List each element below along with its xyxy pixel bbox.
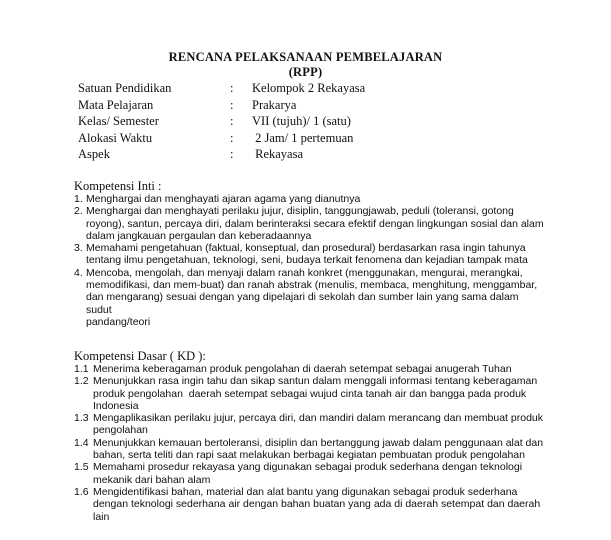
text-line: Menunjukkan kemauan bertoleransi, disiplin dan bertanggung jawab dalam penggunaan alat dan [93,436,544,449]
text-line: Memahami prosedur rekayasa yang digunakan sebagai produk sederhana dengan teknologi [93,461,523,474]
item-text [85,193,544,205]
identity-row [78,98,365,115]
kompetensi-inti-list [74,193,544,328]
text-line: dan mengarang) sesuai dengan yang dipelajari di sekolah dan sumber lain yang sama dalam sudut [86,291,519,316]
item-number: 1.2 [74,375,89,388]
identity-row [78,147,365,164]
list-item [74,375,544,412]
kompetensi-dasar-heading: Kompetensi Dasar ( KD ): [74,349,206,363]
list-item [74,412,544,437]
item-number: 1.3 [74,412,89,425]
text-line: Mengidentifikasi bahan, material dan alat bantu yang digunakan sebagai produk sederhana [93,485,518,498]
text-line: royong), santun, percaya diri, dalam berinteraksi secara efektif dengan lingkungan sosial dan alam [86,217,544,230]
identity-label: Alokasi Waktu [78,130,153,145]
list-item [74,461,544,486]
identity-colon: : [230,147,234,161]
text-line: dalam jangkauan pergaulan dan keberadaannya [86,229,312,242]
identity-label: Satuan Pendidikan [78,81,172,95]
text-line: mekanik dari bahan alam [93,473,211,486]
kompetensi-inti-heading: Kompetensi Inti : [74,179,162,193]
identity-label: Kelas/ Semester [78,114,159,128]
identity-table [78,81,365,164]
text-line: Menghargai dan menghayati ajaran agama yang dianutnya [86,193,361,205]
item-text [93,437,544,462]
list-item [74,193,544,205]
item-number: 1.5 [74,461,89,474]
text-line: Memahami pengetahuan (faktual, konseptual, dan prosedural) berdasarkan rasa ingin tahunya [86,242,526,255]
text-line: Mengaplikasikan perilaku jujur, percaya diri, dan mandiri dalam merancang dan membuat produk [93,412,543,425]
text-line: produk pengolahan daerah setempat sebagai wujud cinta tanah air dan bangga pada produk [93,387,527,400]
identity-row [78,114,365,131]
identity-colon: : [230,81,234,95]
text-line: pandang/teori [86,315,151,328]
text-line: Menghargai dan menghayati perilaku jujur, disiplin, tanggungjawab, peduli (toleransi, gotong [86,205,514,218]
identity-value: Rekayasa [252,147,304,161]
item-text [93,461,544,486]
list-item [74,363,544,375]
list-item [74,437,544,462]
item-text [85,267,544,328]
identity-value: 2 Jam/ 1 pertemuan [252,130,354,145]
kompetensi-dasar-list [74,363,544,523]
identity-row [78,81,365,98]
list-item [74,486,544,523]
item-text [93,375,544,412]
item-number: 1.4 [74,436,89,449]
document-title: RENCANA PELAKSANAAN PEMBELAJARAN [168,50,443,64]
identity-value: VII (tujuh)/ 1 (satu) [252,114,351,128]
identity-label: Mata Pelajaran [78,97,154,112]
text-line: memodifikasi, dan mem-buat) dan ranah abstrak (menulis, membaca, menghitung, menggambar, [86,279,538,292]
identity-row [78,131,365,148]
text-line: Indonesia [93,399,139,412]
identity-colon: : [230,130,234,145]
text-line: bahan, serta teliti dan rapi saat melakukan berbagai kegiatan pembuatan produk pengolahan [93,449,525,462]
item-text [93,486,544,523]
item-text [93,412,544,437]
item-number: 3. [74,242,83,255]
item-number: 1.6 [74,485,89,498]
identity-colon: : [230,97,234,112]
list-item [74,267,544,328]
identity-value: Prakarya [252,97,297,112]
document-subtitle: (RPP) [288,65,323,79]
identity-colon: : [230,114,234,128]
item-number: 1.1 [74,363,89,375]
text-line: pengolahan [93,424,148,437]
text-line: dengan teknologi sederhana air dengan bahan buatan yang ada di daerah setempat dan daerah [93,498,541,511]
item-text [85,205,544,242]
item-number: 2. [74,205,83,218]
item-number: 1. [74,193,83,205]
list-item [74,242,544,267]
identity-label: Aspek [78,147,110,161]
item-text [85,242,544,267]
item-text [93,363,544,375]
identity-value: Kelompok 2 Rekayasa [252,81,366,95]
text-line: tentang ilmu pengetahuan, teknologi, seni, budaya terkait fenomena dan kejadian tampak mata [86,254,528,267]
item-number: 4. [74,266,83,279]
list-item [74,205,544,242]
text-line: lain [93,510,110,523]
text-line: Menunjukkan rasa ingin tahu dan sikap santun dalam menggali informasi tentang keberagaman [93,375,538,388]
text-line: Menerima keberagaman produk pengolahan di daerah setempat sebagai anugerah Tuhan [93,363,512,375]
text-line: Mencoba, mengolah, dan menyaji dalam ranah konkret (menggunakan, mengurai, merangkai, [86,266,523,279]
